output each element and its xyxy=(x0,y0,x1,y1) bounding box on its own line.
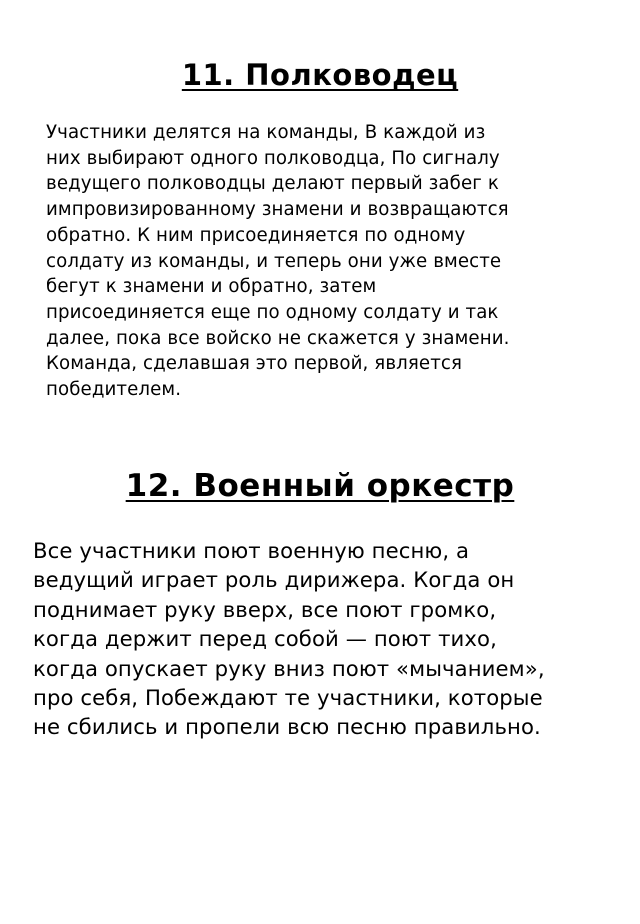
body-line: Участники делятся на команды, В каждой из xyxy=(46,122,486,143)
body-line: про себя, Побеждают те участники, которые xyxy=(33,685,543,711)
body-line: победителем. xyxy=(46,379,182,401)
body-line: солдату из команды, и теперь они уже вместе xyxy=(46,250,502,272)
section-12-title: 12. Военный оркестр xyxy=(125,468,515,504)
body-line: не сбились и пропели всю песню правильно. xyxy=(33,714,541,740)
body-line: импровизированному знамени и возвращаются xyxy=(46,199,509,221)
body-line: бегут к знамени и обратно, затем xyxy=(46,276,377,298)
section-11 xyxy=(0,56,640,401)
section-11-title: 11. Полководец xyxy=(181,58,459,92)
body-line: присоединяется еще по одному солдату и так xyxy=(46,301,499,323)
section-12 xyxy=(0,466,640,740)
body-line: когда держит перед собой — поют тихо, xyxy=(33,626,497,652)
body-line: далее, пока все войско не скажется у знамени. xyxy=(46,327,510,349)
section-12-body xyxy=(33,536,633,742)
body-line: них выбирают одного полководца, По сигналу xyxy=(46,147,500,169)
body-line: обратно. К ним присоединяется по одному xyxy=(46,224,466,246)
body-line: поднимает руку вверх, все поют громко, xyxy=(33,596,497,622)
body-line: Команда, сделавшая это первой, является xyxy=(46,353,463,375)
body-line: Все участники поют военную песню, а xyxy=(33,538,470,563)
section-11-body xyxy=(46,120,606,403)
body-line: когда опускает руку вниз поют «мычанием», xyxy=(33,655,545,681)
body-line: ведущий играет роль дирижера. Когда он xyxy=(33,567,515,593)
body-line: ведущего полководцы делают первый забег к xyxy=(46,173,499,195)
